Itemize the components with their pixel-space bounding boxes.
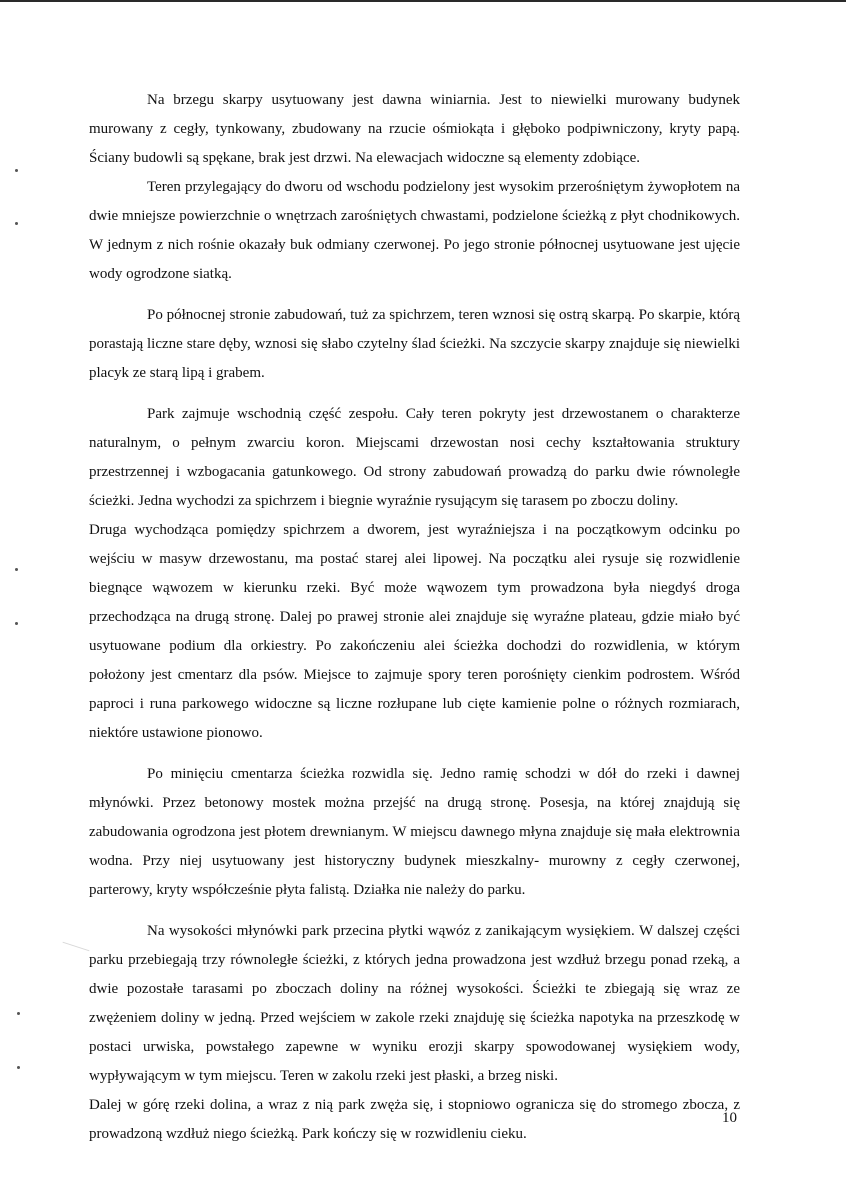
paragraph: Teren przylegający do dworu od wschodu podzielony jest wysokim przerośniętym żywopłotem na dwie mniejsze powierzchnie o wnętrzach zarośniętych chwastami, podzielone ścieżką z płyt chodnikowych. W jednym z nich rośnie okazały buk odmiany czerwonej. Po jego stronie północnej usytuowane jest ujęcie wody ogrodzone siatką. [89, 179, 740, 282]
scan-speck [15, 222, 18, 225]
page-number: 10 [722, 1110, 737, 1126]
paragraph: Po minięciu cmentarza ścieżka rozwidla się. Jedno ramię schodzi w dół do rzeki i dawnej młynówki. Przez betonowy mostek można przejść na drugą stronę. Posesja, na której znajdują się zabudowania ogrodzona jest płotem drewnianym. W miejscu dawnego młyna znajduje się mała elektrownia wodna. Przy niej usytuowany jest historyczny budynek mieszkalny- murowny z cegły czerwonej, parterowy, kryty współcześnie płyta falistą. Działka nie należy do parku. [89, 766, 740, 898]
scan-speck [17, 1066, 20, 1069]
scan-speck [15, 568, 18, 571]
paragraph: Dalej w górę rzeki dolina, a wraz z nią park zwęża się, i stopniowo ogranicza się do stromego zbocza, z prowadzoną wzdłuż niego ścieżką. Park kończy się w rozwidleniu cieku. [89, 1097, 740, 1142]
paragraph: Druga wychodząca pomiędzy spichrzem a dworem, jest wyraźniejsza i na początkowym odcinku po wejściu w masyw drzewostanu, ma postać starej alei lipowej. Na początku alei rysuje się rozwidlenie biegnące wąwozem w kierunku rzeki. Być może wąwozem tym prowadzona była niegdyś droga przechodząca na drugą stronę. Dalej po prawej stronie alei znajduje się wyraźne plateau, gdzie miało być usytuowane podium dla orkiestry. Po zakończeniu alei ścieżka dochodzi do rozwidlenia, w którym położony jest cmentarz dla psów. Miejsce to zajmuje spory teren porośnięty cienkim podrostem. Wśród paproci i runa parkowego widoczne są liczne rozłupane lub cięte kamienie polne o różnych rozmiarach, niektóre ustawione pionowo. [89, 522, 740, 741]
paragraph: Na brzegu skarpy usytuowany jest dawna winiarnia. Jest to niewielki murowany budynek murowany z cegły, tynkowany, zbudowany na rzucie ośmiokąta i głęboko podpiwniczony, kryty papą. Ściany budowli są spękane, brak jest drzwi. Na elewacjach widoczne są elementy zdobiące. [89, 92, 740, 166]
scan-scratch [63, 942, 90, 952]
paragraph: Na wysokości młynówki park przecina płytki wąwóz z zanikającym wysiękiem. W dalszej części parku przebiegają trzy równoległe ścieżki, z których jedna prowadzona jest wzdłuż brzegu ponad rzeką, a dwie pozostałe tarasami po zboczach doliny na różnej wysokości. Ścieżki te zbiegają się wraz ze zwężeniem doliny w jedną. Przed wejściem w zakole rzeki znajduję się ścieżka napotyka na przeszkodę w postaci urwiska, powstałego zapewne w wyniku erozji skarpy spowodowanej wysiękiem wody, wypływającym w tym miejscu. Teren w zakolu rzeki jest płaski, a brzeg niski. [89, 923, 740, 1084]
scan-speck [15, 622, 18, 625]
scan-speck [15, 169, 18, 172]
paragraph: Park zajmuje wschodnią część zespołu. Cały teren pokryty jest drzewostanem o charakterze naturalnym, o pełnym zwarciu koron. Miejscami drzewostan nosi cechy kształtowania struktury przestrzennej i wzbogacania gatunkowego. Od strony zabudowań prowadzą do parku dwie równoległe ścieżki. Jedna wychodzi za spichrzem i biegnie wyraźnie rysującym się tarasem po zboczu doliny. [89, 406, 740, 509]
page-body [89, 86, 740, 1149]
paragraph: Po północnej stronie zabudowań, tuż za spichrzem, teren wznosi się ostrą skarpą. Po skarpie, którą porastają liczne stare dęby, wznosi się słabo czytelny ślad ścieżki. Na szczycie skarpy znajduje się niewielki placyk ze starą lipą i grabem. [89, 307, 740, 381]
scan-speck [17, 1012, 20, 1015]
scan-edge [0, 0, 846, 2]
